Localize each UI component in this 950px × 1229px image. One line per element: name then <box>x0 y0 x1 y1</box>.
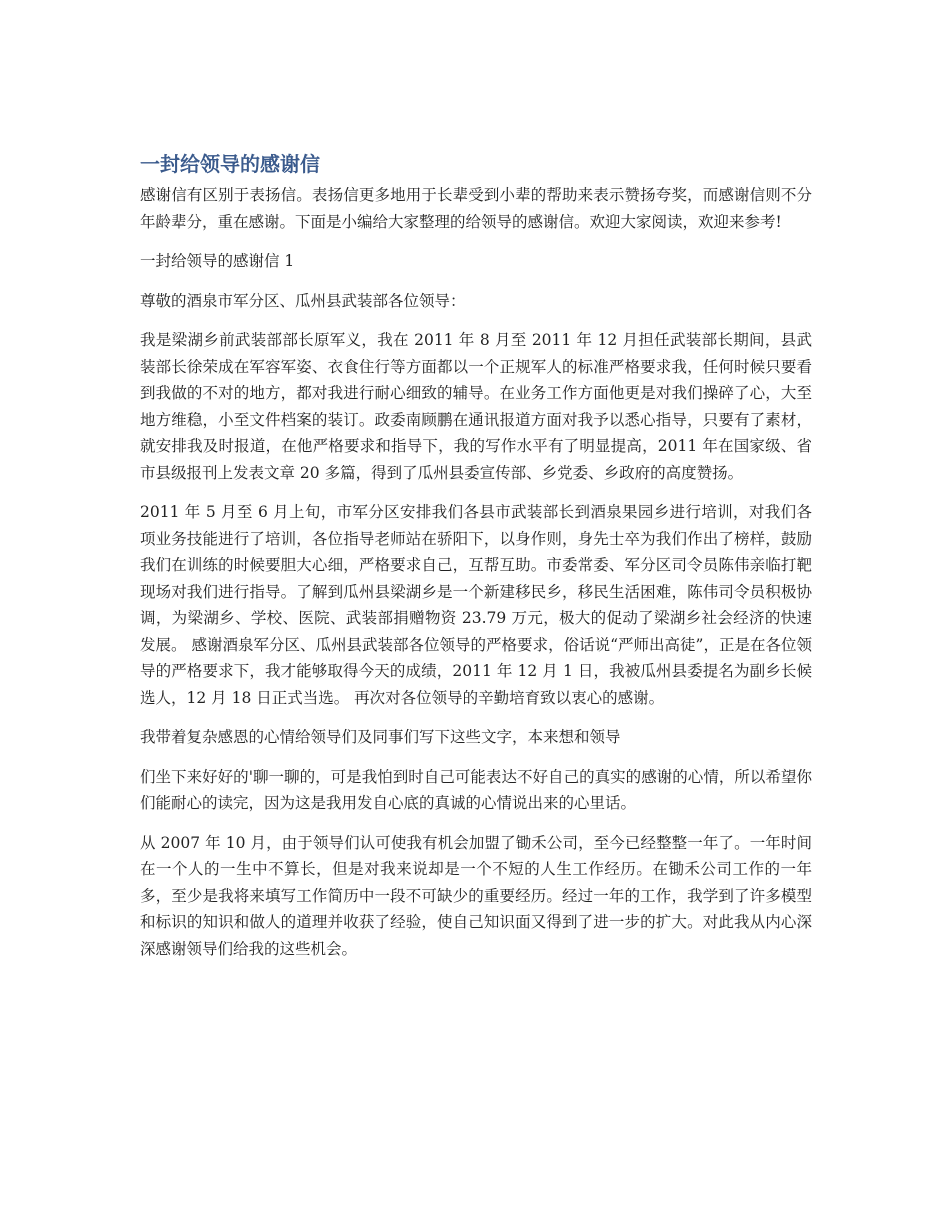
body-paragraph: 我带着复杂感恩的心情给领导们及同事们写下这些文字，本来想和领导 <box>140 728 621 746</box>
document-page <box>140 150 812 975</box>
body-paragraph: 从 2007 年 10 月，由于领导们认可使我有机会加盟了锄禾公司，至今已经整整一年了。一年时间在一个人的一生中不算长，但是对我来说却是一个不短的人生工作经历。在锄禾公司工作的一年多，至少是我将来填写工作简历中一段不可缺少的重要经历。经过一年的工作，我学到了许多模型和标识的知识和做人的道理并收获了经验，使自己知识面又得到了进一步的扩大。对此我从内心深深感谢领导们给我的这些机会。 <box>140 833 812 958</box>
letter-heading: 一封给领导的感谢信 1 <box>140 252 295 270</box>
document-title: 一封给领导的感谢信 <box>140 152 320 176</box>
body-paragraph: 我是梁湖乡前武装部部长原军义，我在 2011 年 8 月至 2011 年 12 月担任武装部长期间，县武装部长徐荣成在军容军姿、衣食住行等方面都以一个正规军人的标准严格要求我，任何时候只要看到我做的不对的地方，都对我进行耐心细致的辅导。在业务工作方面他更是对我们操碎了心，大至地方维稳，小至文件档案的装订。政委南顾鹏在通讯报道方面对我予以悉心指导，只要有了素材，就安排我及时报道，在他严格要求和指导下，我的写作水平有了明显提高，2011 年在国家级、省市县级报刊上发表文章 20 多篇，得到了瓜州县委宣传部、乡党委、乡政府的高度赞扬。 <box>140 331 812 482</box>
body-paragraph: 2011 年 5 月至 6 月上旬，市军分区安排我们各县市武装部长到酒泉果园乡进行培训，对我们各项业务技能进行了培训，各位指导老师站在骄阳下，以身作则，身先士卒为我们作出了榜样，鼓励我们在训练的时候要胆大心细，严格要求自己，互帮互助。市委常委、军分区司令员陈伟亲临打靶现场对我们进行指导。了解到瓜州县梁湖乡是一个新建移民乡，移民生活困难，陈伟司令员积极协调，为梁湖乡、学校、医院、武装部捐赠物资 23.79 万元，极大的促动了梁湖乡社会经济的快速发展。 感谢酒泉军分区、瓜州县武装部各位领导的严格要求，俗话说“严师出高徒”，正是在各位领导的严格要求下，我才能够取得今天的成绩，2011 年 12 月 1 日，我被瓜州县委提名为副乡长候选人，12 月 18 日正式当选。 再次对各位领导的辛勤培育致以衷心的感谢。 <box>140 503 812 707</box>
body-paragraph: 们坐下来好好的'聊一聊的，可是我怕到时自己可能表达不好自己的真实的感谢的心情，所以希望你们能耐心的读完，因为这是我用发自心底的真诚的心情说出来的心里话。 <box>140 767 812 812</box>
intro-paragraph: 感谢信有区别于表扬信。表扬信更多地用于长辈受到小辈的帮助来表示赞扬夸奖，而感谢信则不分年龄辈分，重在感谢。下面是小编给大家整理的给领导的感谢信。欢迎大家阅读，欢迎来参考! <box>140 186 812 231</box>
salutation: 尊敬的酒泉市军分区、瓜州县武装部各位领导： <box>140 291 466 310</box>
